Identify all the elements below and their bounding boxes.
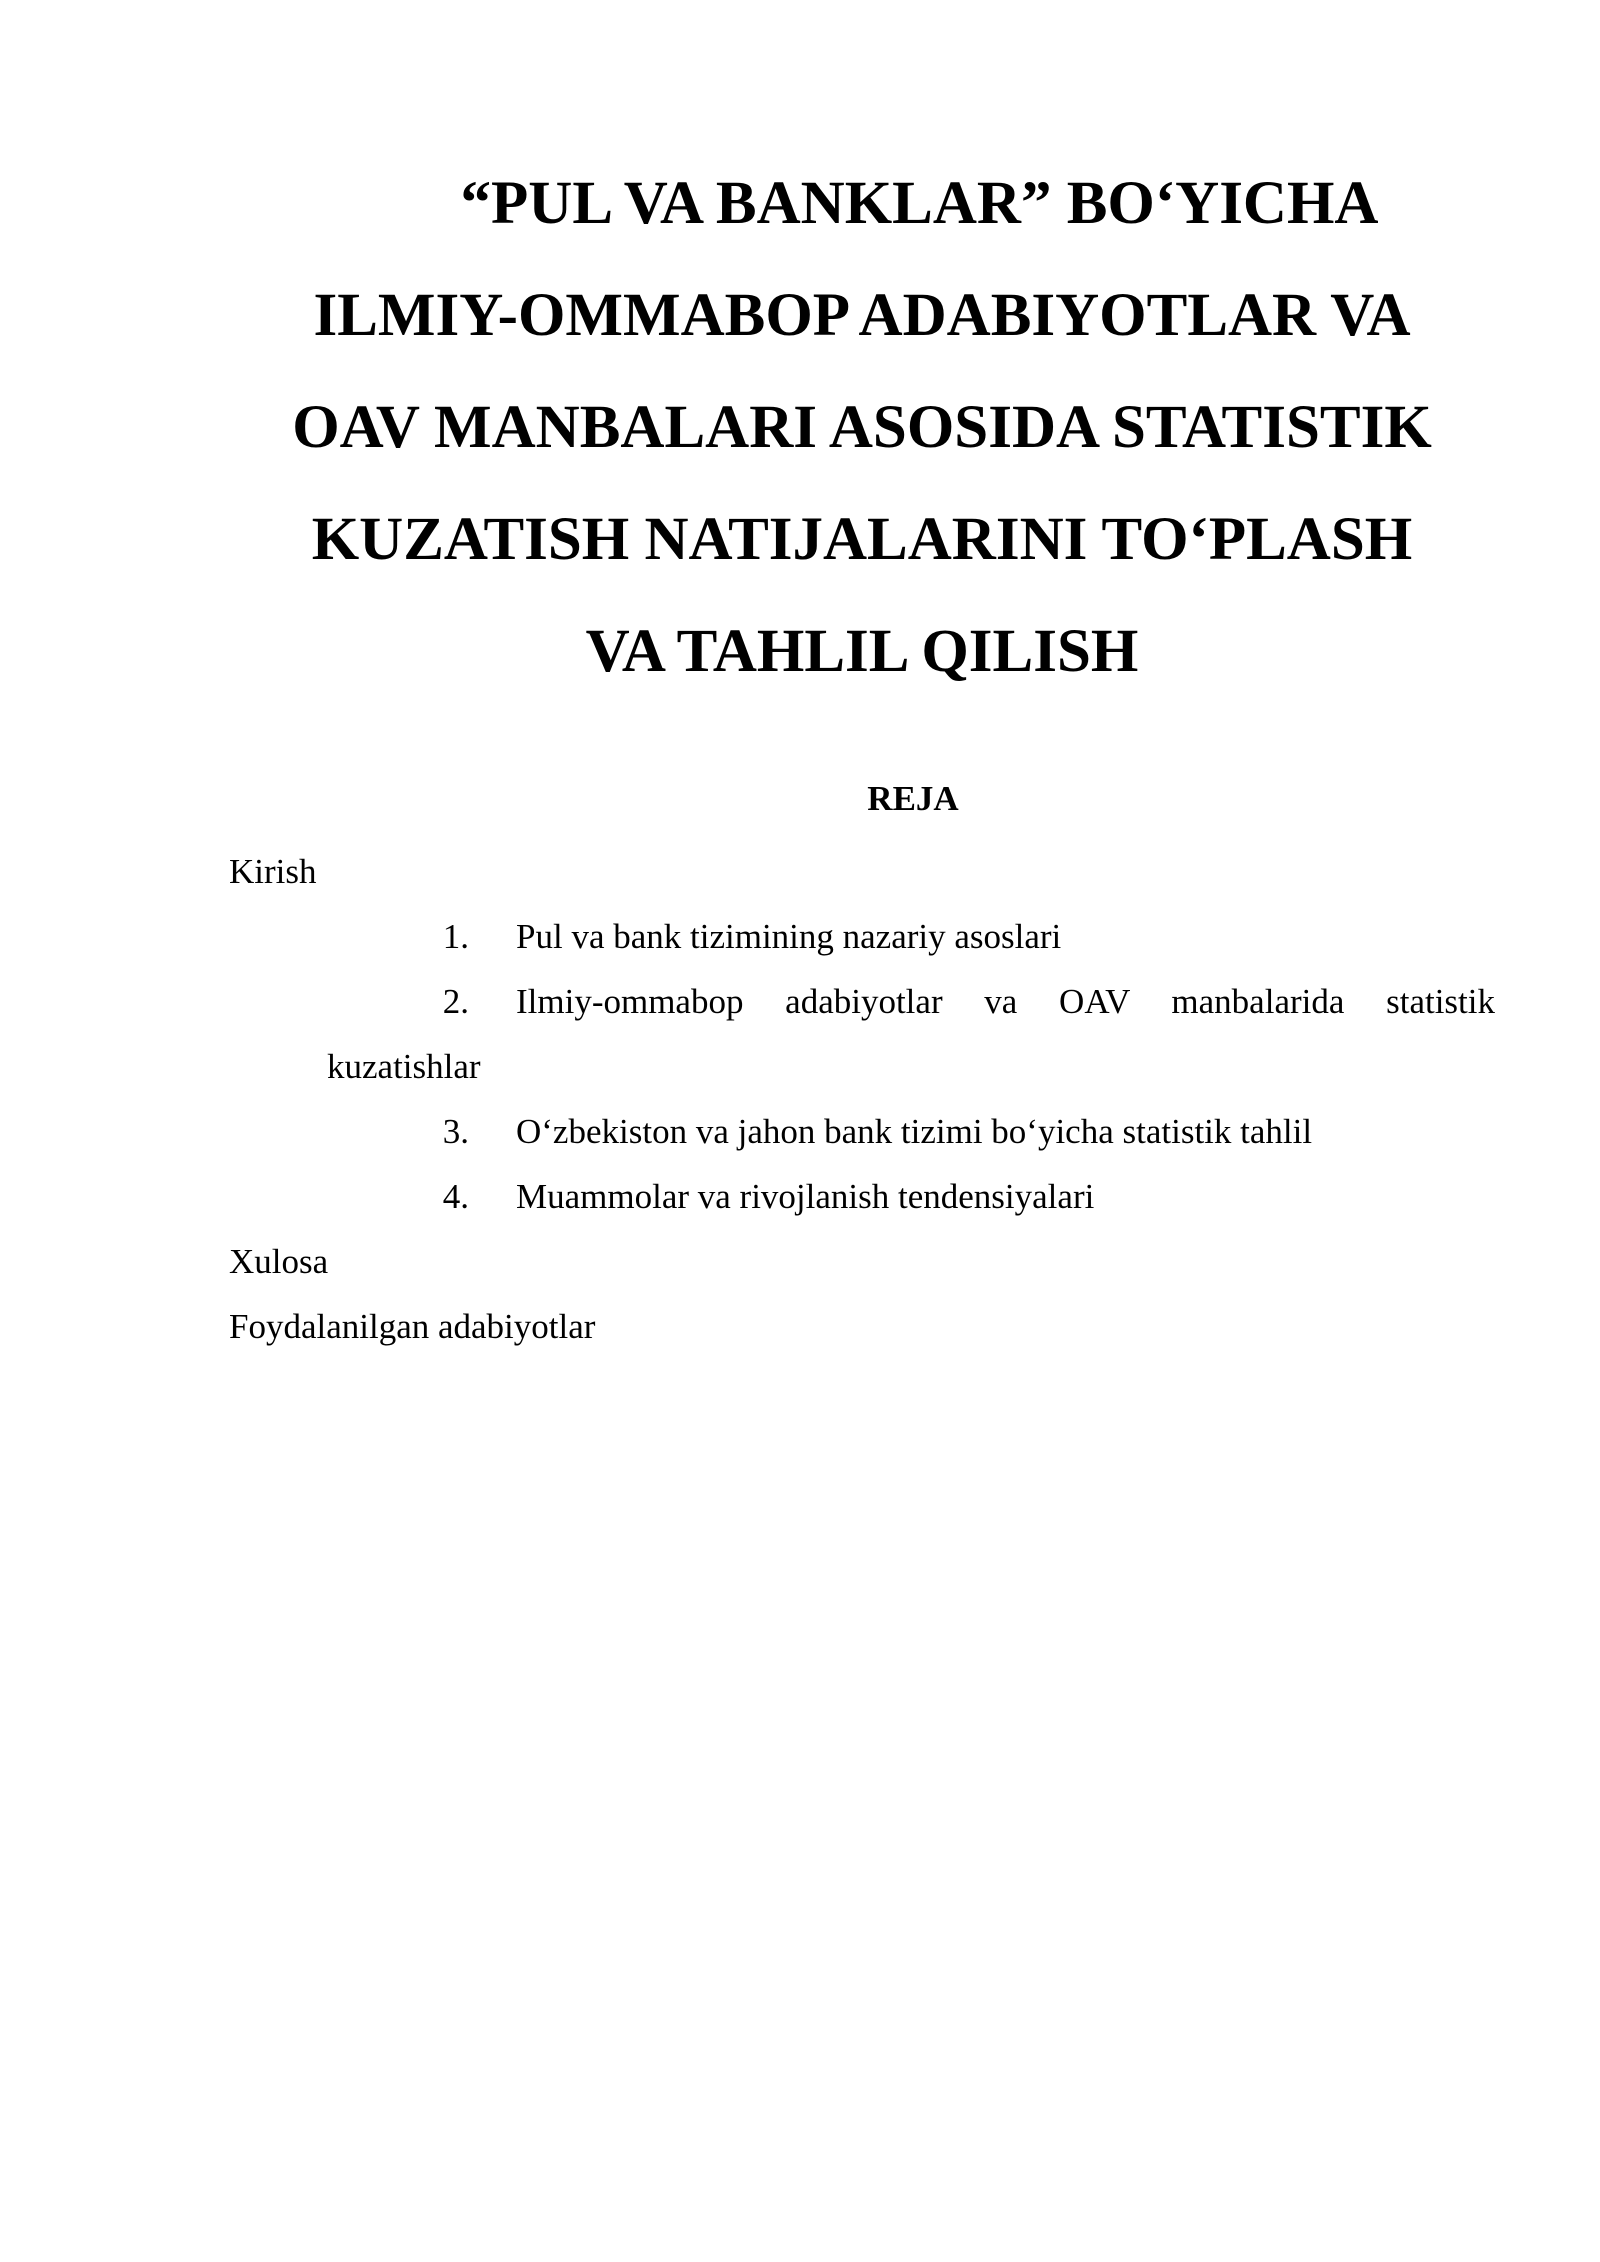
plan-item	[229, 1099, 1495, 1164]
title-line: VA TAHLIL QILISH	[585, 618, 1139, 685]
plan-conclusion: Xulosa	[229, 1242, 329, 1281]
plan-references: Foydalanilgan adabiyotlar	[229, 1307, 596, 1346]
plan-item-text: Muammolar va rivojlanish tendensiyalari	[516, 1177, 1095, 1216]
plan-item-number: 2.	[442, 982, 469, 1021]
plan-item-text: Pul va bank tizimining nazariy asoslari	[516, 917, 1062, 956]
plan-item-number: 3.	[442, 1112, 469, 1151]
title-line: “PUL VA BANKLAR” BO‘YICHA	[460, 170, 1379, 237]
title-line: KUZATISH NATIJALARINI TO‘PLASH	[311, 506, 1413, 573]
plan-item-text: Ilmiy-ommabop adabiyotlar va OAV manbalarida statistik	[516, 982, 1495, 1021]
title-line: ILMIY-OMMABOP ADABIYOTLAR VA	[313, 282, 1411, 349]
plan-item-text: O‘zbekiston va jahon bank tizimi bo‘yicha statistik tahlil	[516, 1112, 1313, 1151]
plan-item	[229, 969, 1495, 1099]
plan-intro: Kirish	[229, 852, 317, 891]
plan-item-number: 1.	[442, 917, 469, 956]
plan-item	[229, 1164, 1495, 1229]
plan-list	[229, 839, 1495, 1359]
plan-heading: REJA	[867, 779, 959, 818]
plan-item	[229, 904, 1495, 969]
plan-item-text-continuation: kuzatishlar	[327, 1047, 481, 1086]
document-title	[229, 148, 1495, 708]
plan-item-number: 4.	[442, 1177, 469, 1216]
title-line: OAV MANBALARI ASOSIDA STATISTIK	[292, 394, 1432, 461]
